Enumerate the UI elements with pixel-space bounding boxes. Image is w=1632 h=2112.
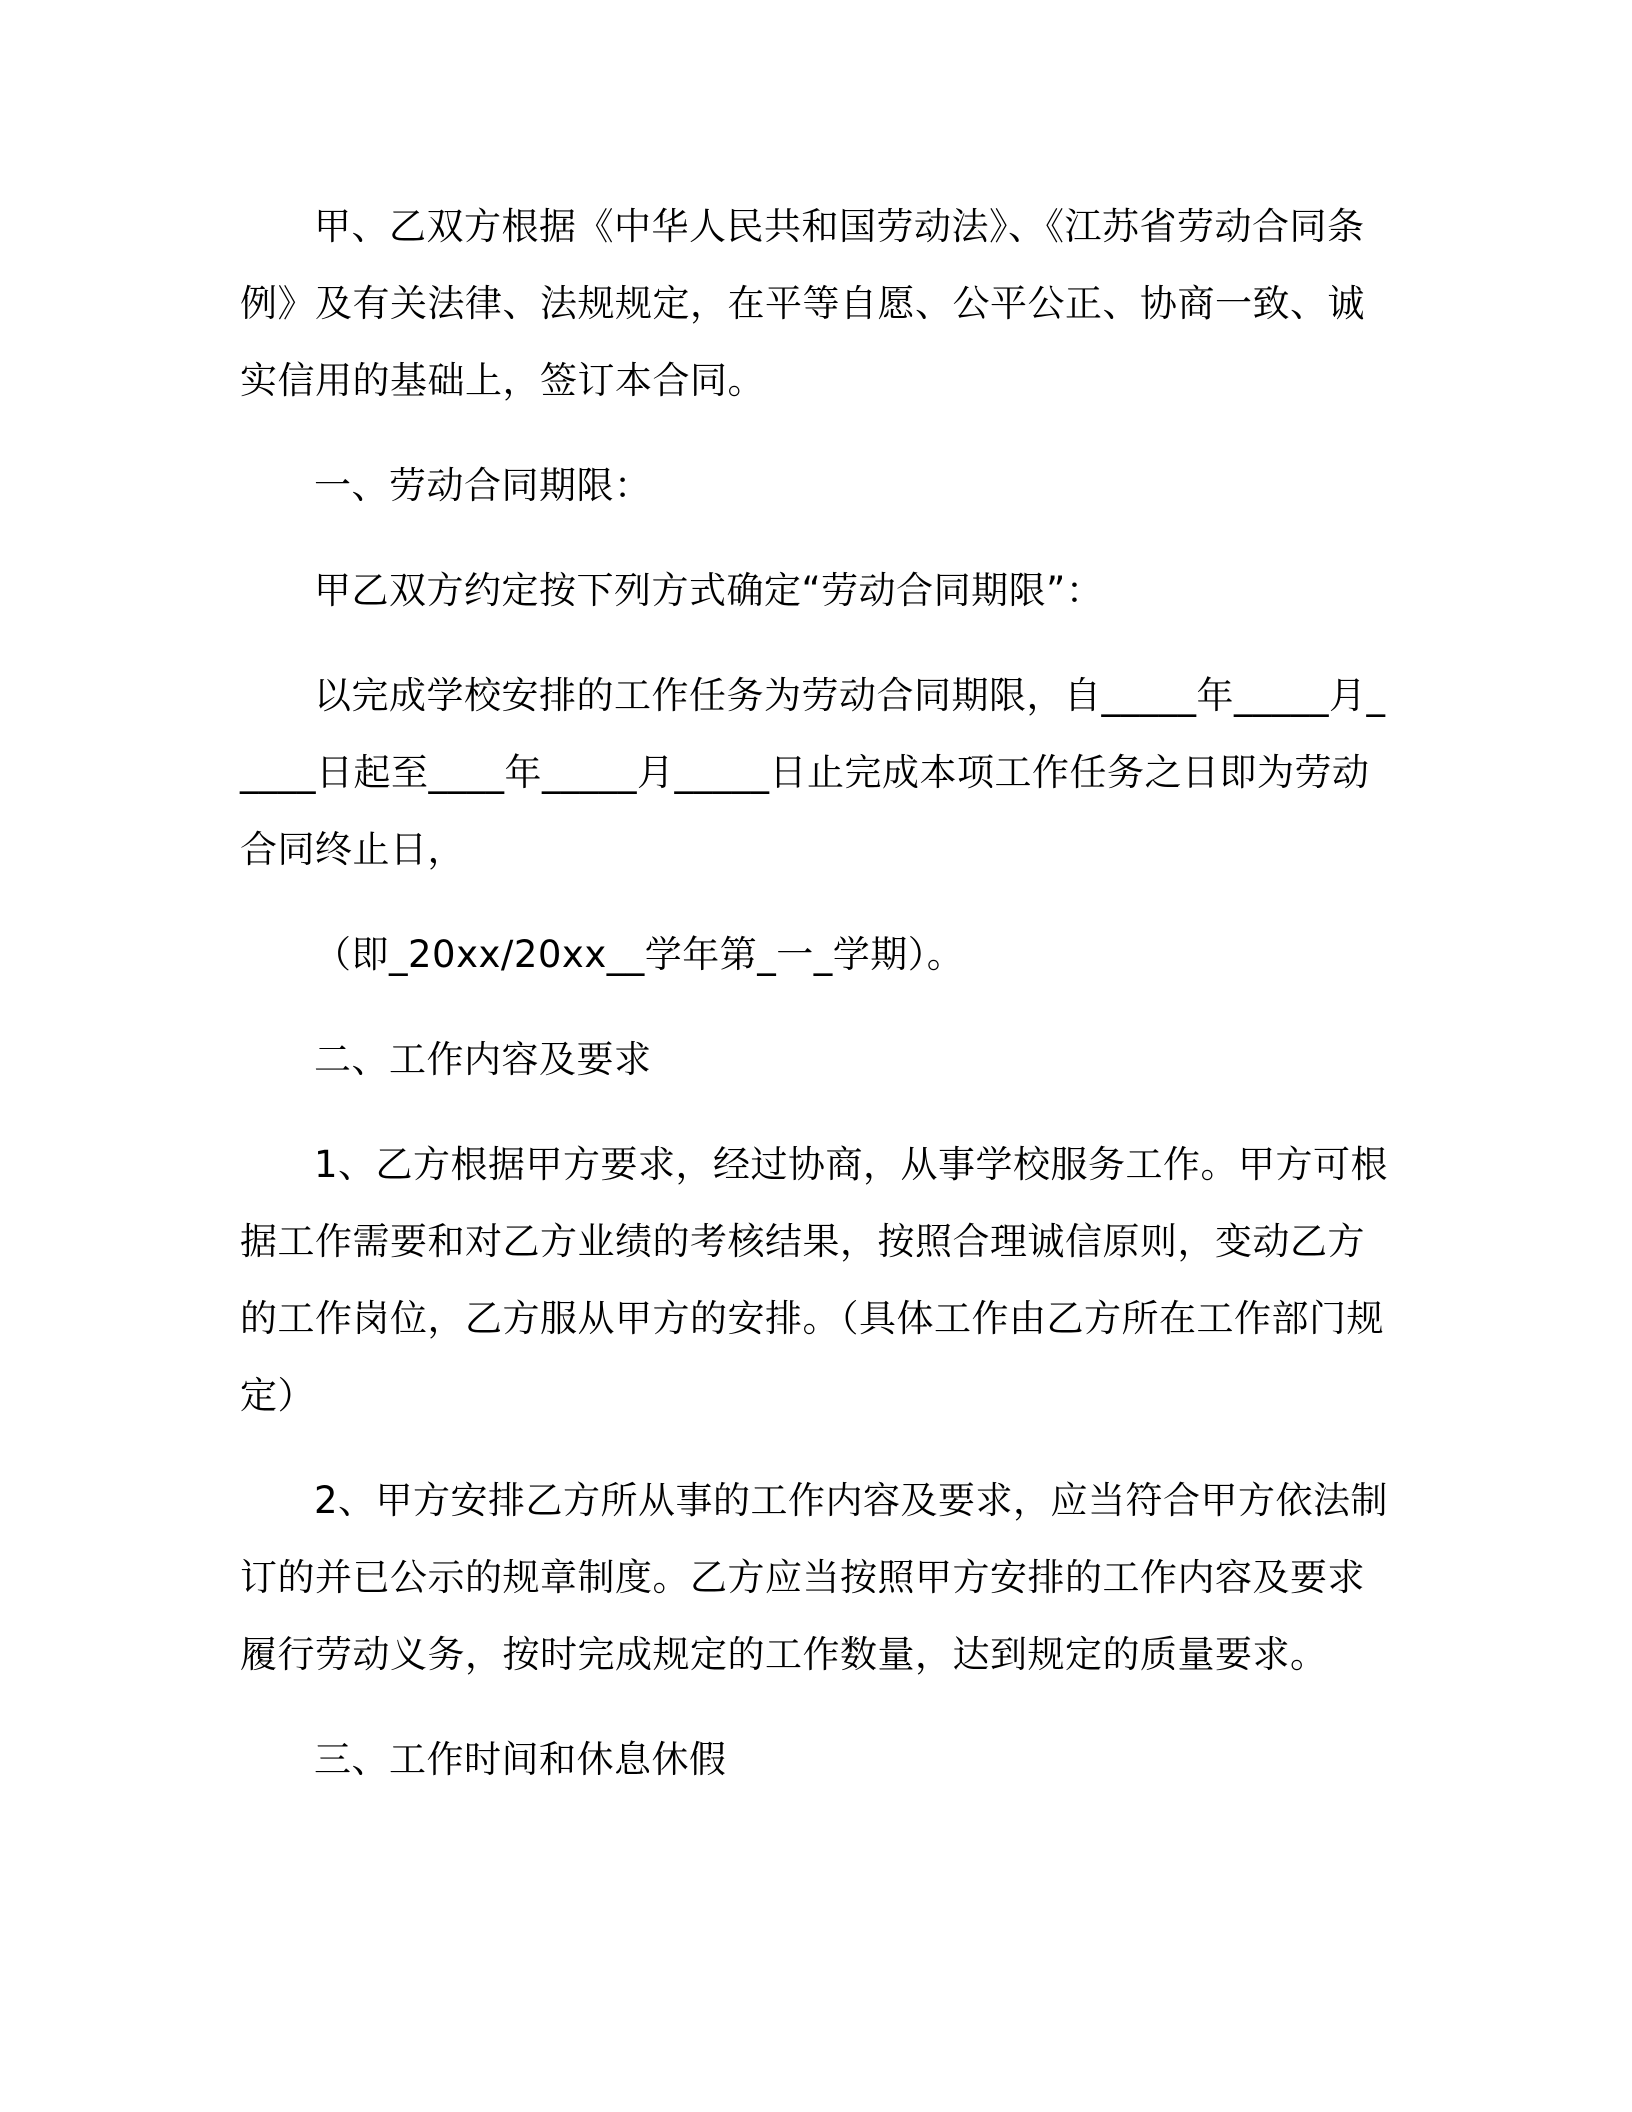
section-3-heading: 三、工作时间和休息休假 xyxy=(314,1738,727,1781)
work-clause-1: 1、乙方根据甲方要求，经过协商，从事学校服务工作。甲方可根据工作需要和对乙方业绩的考核结果，按照合理诚信原则，变动乙方的工作岗位，乙方服从甲方的安排。（具体工作由乙方所在工作部门规定） xyxy=(240,1143,1389,1417)
term-agreement-paragraph: 甲乙双方约定按下列方式确定“劳动合同期限”： xyxy=(314,569,1104,612)
semester-paragraph: （即_20xx/20xx__学年第_一_学期）。 xyxy=(314,933,965,976)
section-1-heading: 一、劳动合同期限： xyxy=(314,464,652,507)
term-period-paragraph: 以完成学校安排的工作任务为劳动合同期限，自_____年_____月_____日起至____年_____月_____日止完成本项工作任务之日即为劳动合同终止日， xyxy=(240,674,1386,871)
section-2-heading: 二、工作内容及要求 xyxy=(314,1038,652,1081)
document-body xyxy=(240,188,1390,1798)
intro-paragraph: 甲、乙双方根据《中华人民共和国劳动法》、《江苏省劳动合同条例》及有关法律、法规规定，在平等自愿、公平公正、协商一致、诚实信用的基础上，签订本合同。 xyxy=(240,205,1365,402)
work-clause-2: 2、甲方安排乙方所从事的工作内容及要求，应当符合甲方依法制订的并已公示的规章制度。乙方应当按照甲方安排的工作内容及要求履行劳动义务，按时完成规定的工作数量，达到规定的质量要求。 xyxy=(240,1479,1389,1676)
